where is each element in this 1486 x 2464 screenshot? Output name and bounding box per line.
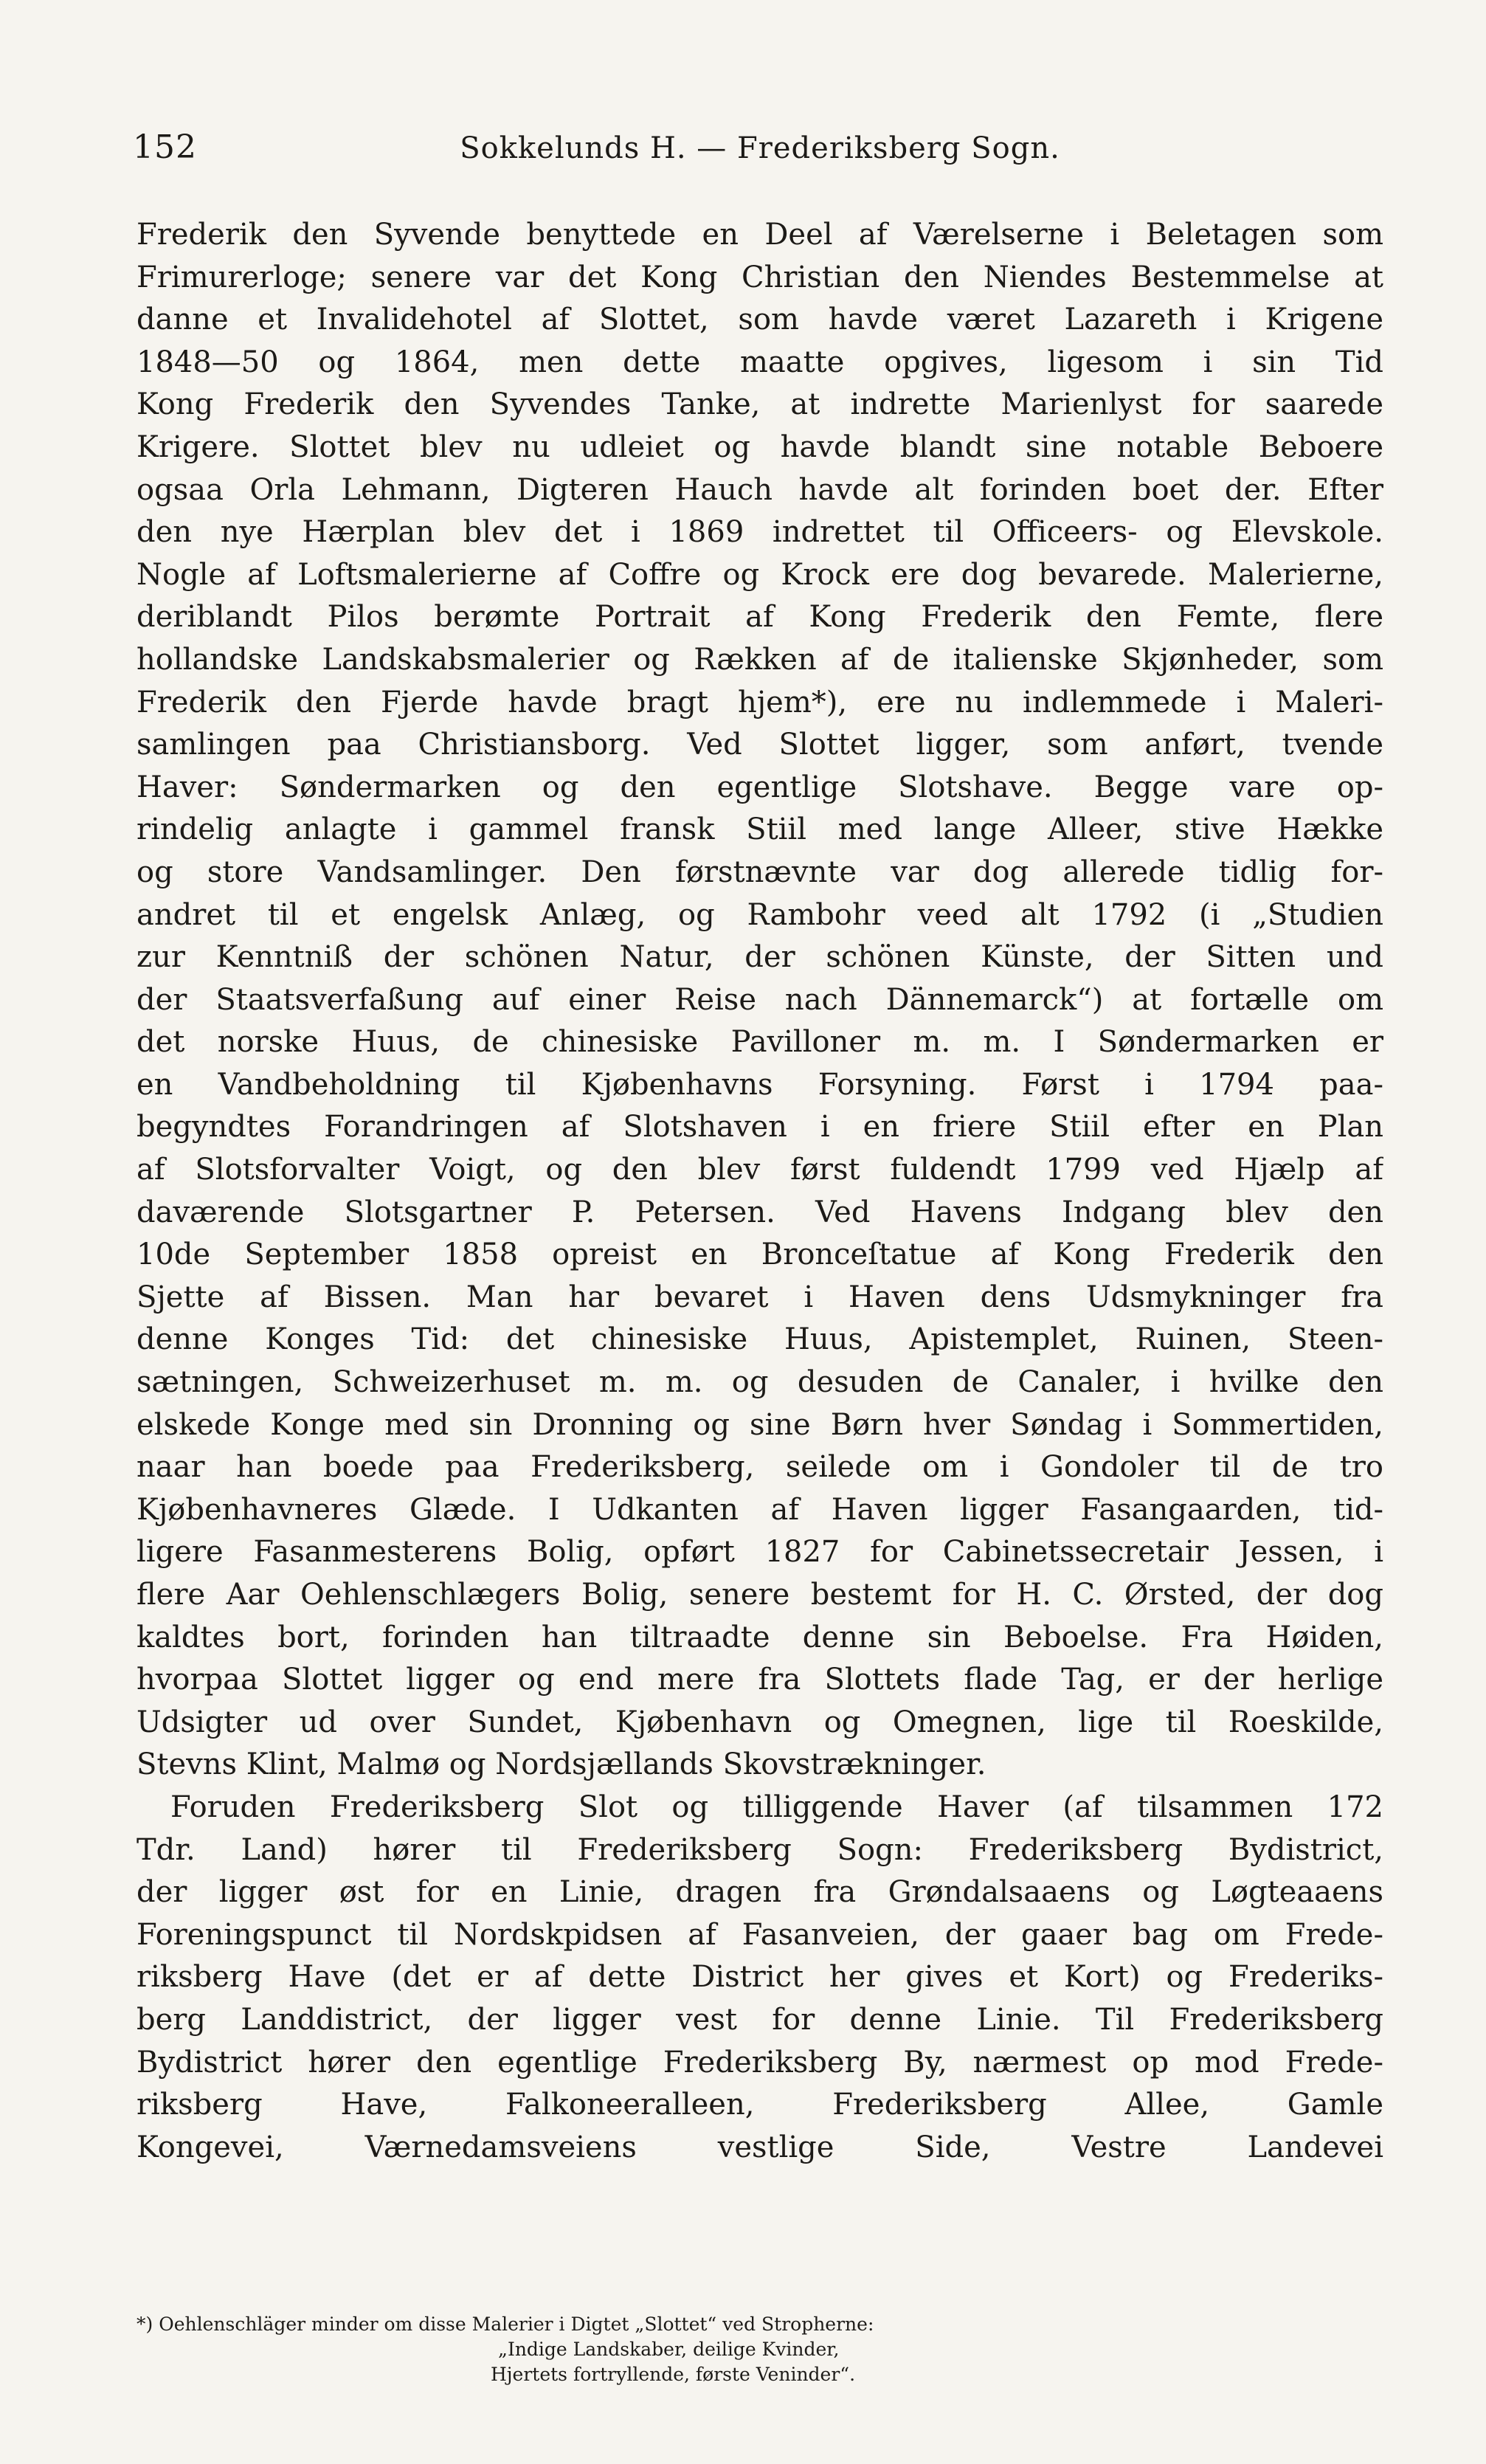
text-line: Frederik den Fjerde havde bragt hjem*), ere nu indlemmede i Maleri- (136, 685, 1383, 719)
text-line: af Slotsforvalter Voigt, og den blev først fuldendt 1799 ved Hjælp af (136, 1153, 1383, 1187)
text-line: riksberg Have (det er af dette District her gives et Kort) og Frederiks- (136, 1960, 1383, 1995)
page-header (133, 124, 1387, 168)
text-line: flere Aar Oehlenschlægers Bolig, senere bestemt for H. C. Ørsted, der dog (136, 1578, 1383, 1612)
text-line: zur Kenntniß der schönen Natur, der schönen Künste, der Sitten und (136, 940, 1383, 975)
text-line: Tdr. Land) hører til Frederiksberg Sogn: Frederiksberg Bydistrict, (136, 1832, 1383, 1867)
text-line: 1848—50 og 1864, men dette maatte opgives, ligesom i sin Tid (136, 345, 1383, 379)
footnote (136, 2312, 1383, 2387)
body-text (136, 214, 1383, 2169)
text-line: denne Konges Tid: det chinesiske Huus, Apistemplet, Ruinen, Steen- (136, 1322, 1383, 1357)
text-line: ogsaa Orla Lehmann, Digteren Hauch havde alt forinden boet der. Efter (136, 472, 1383, 507)
footnote-quote-line: „Indige Landskaber, deilige Kvinder, (498, 2339, 840, 2360)
text-line: Frederik den Syvende benyttede en Deel af Værelserne i Beletagen som (136, 218, 1383, 252)
text-line: 10de September 1858 opreist en Bronceſtatue af Kong Frederik den (136, 1238, 1383, 1272)
footnote-line: *) Oehlenschläger minder om disse Malerier i Digtet „Slottet“ ved Stropherne: (136, 2313, 874, 2335)
text-line: Nogle af Loftsmalerierne af Coffre og Krock ere dog bevarede. Malerierne, (136, 557, 1383, 592)
footnote-quote-line: Hjertets fortryllende, første Veninder“. (491, 2364, 856, 2385)
text-line: berg Landdistrict, der ligger vest for denne Linie. Til Frederiksberg (136, 2002, 1383, 2037)
text-line: Sjette af Bissen. Man har bevaret i Haven dens Udsmykninger fra (136, 1280, 1383, 1314)
text-line: elskede Konge med sin Dronning og sine Børn hver Søndag i Sommertiden, (136, 1407, 1383, 1442)
text-line: Foruden Frederiksberg Slot og tilliggende Haver (af tilsammen 172 (170, 1790, 1383, 1824)
text-line: begyndtes Forandringen af Slotshaven i en friere Stiil efter en Plan (136, 1110, 1383, 1145)
text-line: daværende Slotsgartner P. Petersen. Ved Havens Indgang blev den (136, 1195, 1383, 1229)
running-head: Sokkelunds H. — Frederiksberg Sogn. (460, 131, 1060, 165)
text-line: Foreningspunct til Nordskpidsen af Fasanveien, der gaaer bag om Frede- (136, 1917, 1383, 1952)
text-line: den nye Hærplan blev det i 1869 indrettet til Officeers- og Elevskole. (136, 515, 1383, 550)
text-line: samlingen paa Christiansborg. Ved Slottet ligger, som anført, tvende (136, 728, 1383, 762)
text-line: sætningen, Schweizerhuset m. m. og desuden de Canaler, i hvilke den (136, 1365, 1383, 1400)
text-line: deriblandt Pilos berømte Portrait af Kong Frederik den Femte, flere (136, 600, 1383, 635)
text-line: riksberg Have, Falkoneeralleen, Frederiksberg Allee, Gamle (136, 2088, 1383, 2122)
text-line: Krigere. Slottet blev nu udleiet og havde blandt sine notable Beboere (136, 429, 1383, 464)
text-line: kaldtes bort, forinden han tiltraadte denne sin Beboelse. Fra Høiden, (136, 1620, 1383, 1654)
text-line: og store Vandsamlinger. Den førstnævnte var dog allerede tidlig for- (136, 855, 1383, 889)
text-line: Kjøbenhavneres Glæde. I Udkanten af Haven ligger Fasangaarden, tid- (136, 1492, 1383, 1527)
text-line: en Vandbeholdning til Kjøbenhavns Forsyning. Først i 1794 paa- (136, 1067, 1383, 1102)
text-line: det norske Huus, de chinesiske Pavilloner m. m. I Søndermarken er (136, 1025, 1383, 1060)
text-line: der ligger øst for en Linie, dragen fra Grøndalsaaens og Løgteaaens (136, 1875, 1383, 1910)
text-line: der Staatsverfaßung auf einer Reise nach Dännemarck“) at fortælle om (136, 982, 1383, 1017)
text-line: hollandske Landskabsmalerier og Rækken af de italienske Skjønheder, som (136, 642, 1383, 677)
text-line: naar han boede paa Frederiksberg, seilede om i Gondoler til de tro (136, 1450, 1383, 1485)
text-line: andret til et engelsk Anlæg, og Rambohr veed alt 1792 (i „Studien (136, 897, 1383, 932)
text-line: Kong Frederik den Syvendes Tanke, at indrette Marienlyst for saarede (136, 387, 1383, 422)
text-line: Haver: Søndermarken og den egentlige Slotshave. Begge vare op- (136, 770, 1383, 804)
text-line: hvorpaa Slottet ligger og end mere fra Slottets flade Tag, er der herlige (136, 1663, 1383, 1697)
text-line: danne et Invalidehotel af Slottet, som havde været Lazareth i Krigene (136, 303, 1383, 337)
text-line: rindelig anlagte i gammel fransk Stiil med lange Alleer, stive Hække (136, 812, 1383, 847)
text-line: Bydistrict hører den egentlige Frederiksberg By, nærmest op mod Frede- (136, 2045, 1383, 2080)
text-line: Stevns Klint, Malmø og Nordsjællands Skovstrækninger. (136, 1747, 986, 1782)
text-line: ligere Fasanmesterens Bolig, opført 1827 for Cabinetssecretair Jessen, i (136, 1535, 1383, 1570)
page-number: 152 (133, 128, 197, 166)
text-line: Udsigter ud over Sundet, Kjøbenhavn og Omegnen, lige til Roeskilde, (136, 1705, 1383, 1739)
text-line: Frimurerloge; senere var det Kong Christian den Niendes Bestemmelse at (136, 260, 1383, 294)
text-line: Kongevei, Værnedamsveiens vestlige Side, Vestre Landevei (136, 2130, 1383, 2164)
